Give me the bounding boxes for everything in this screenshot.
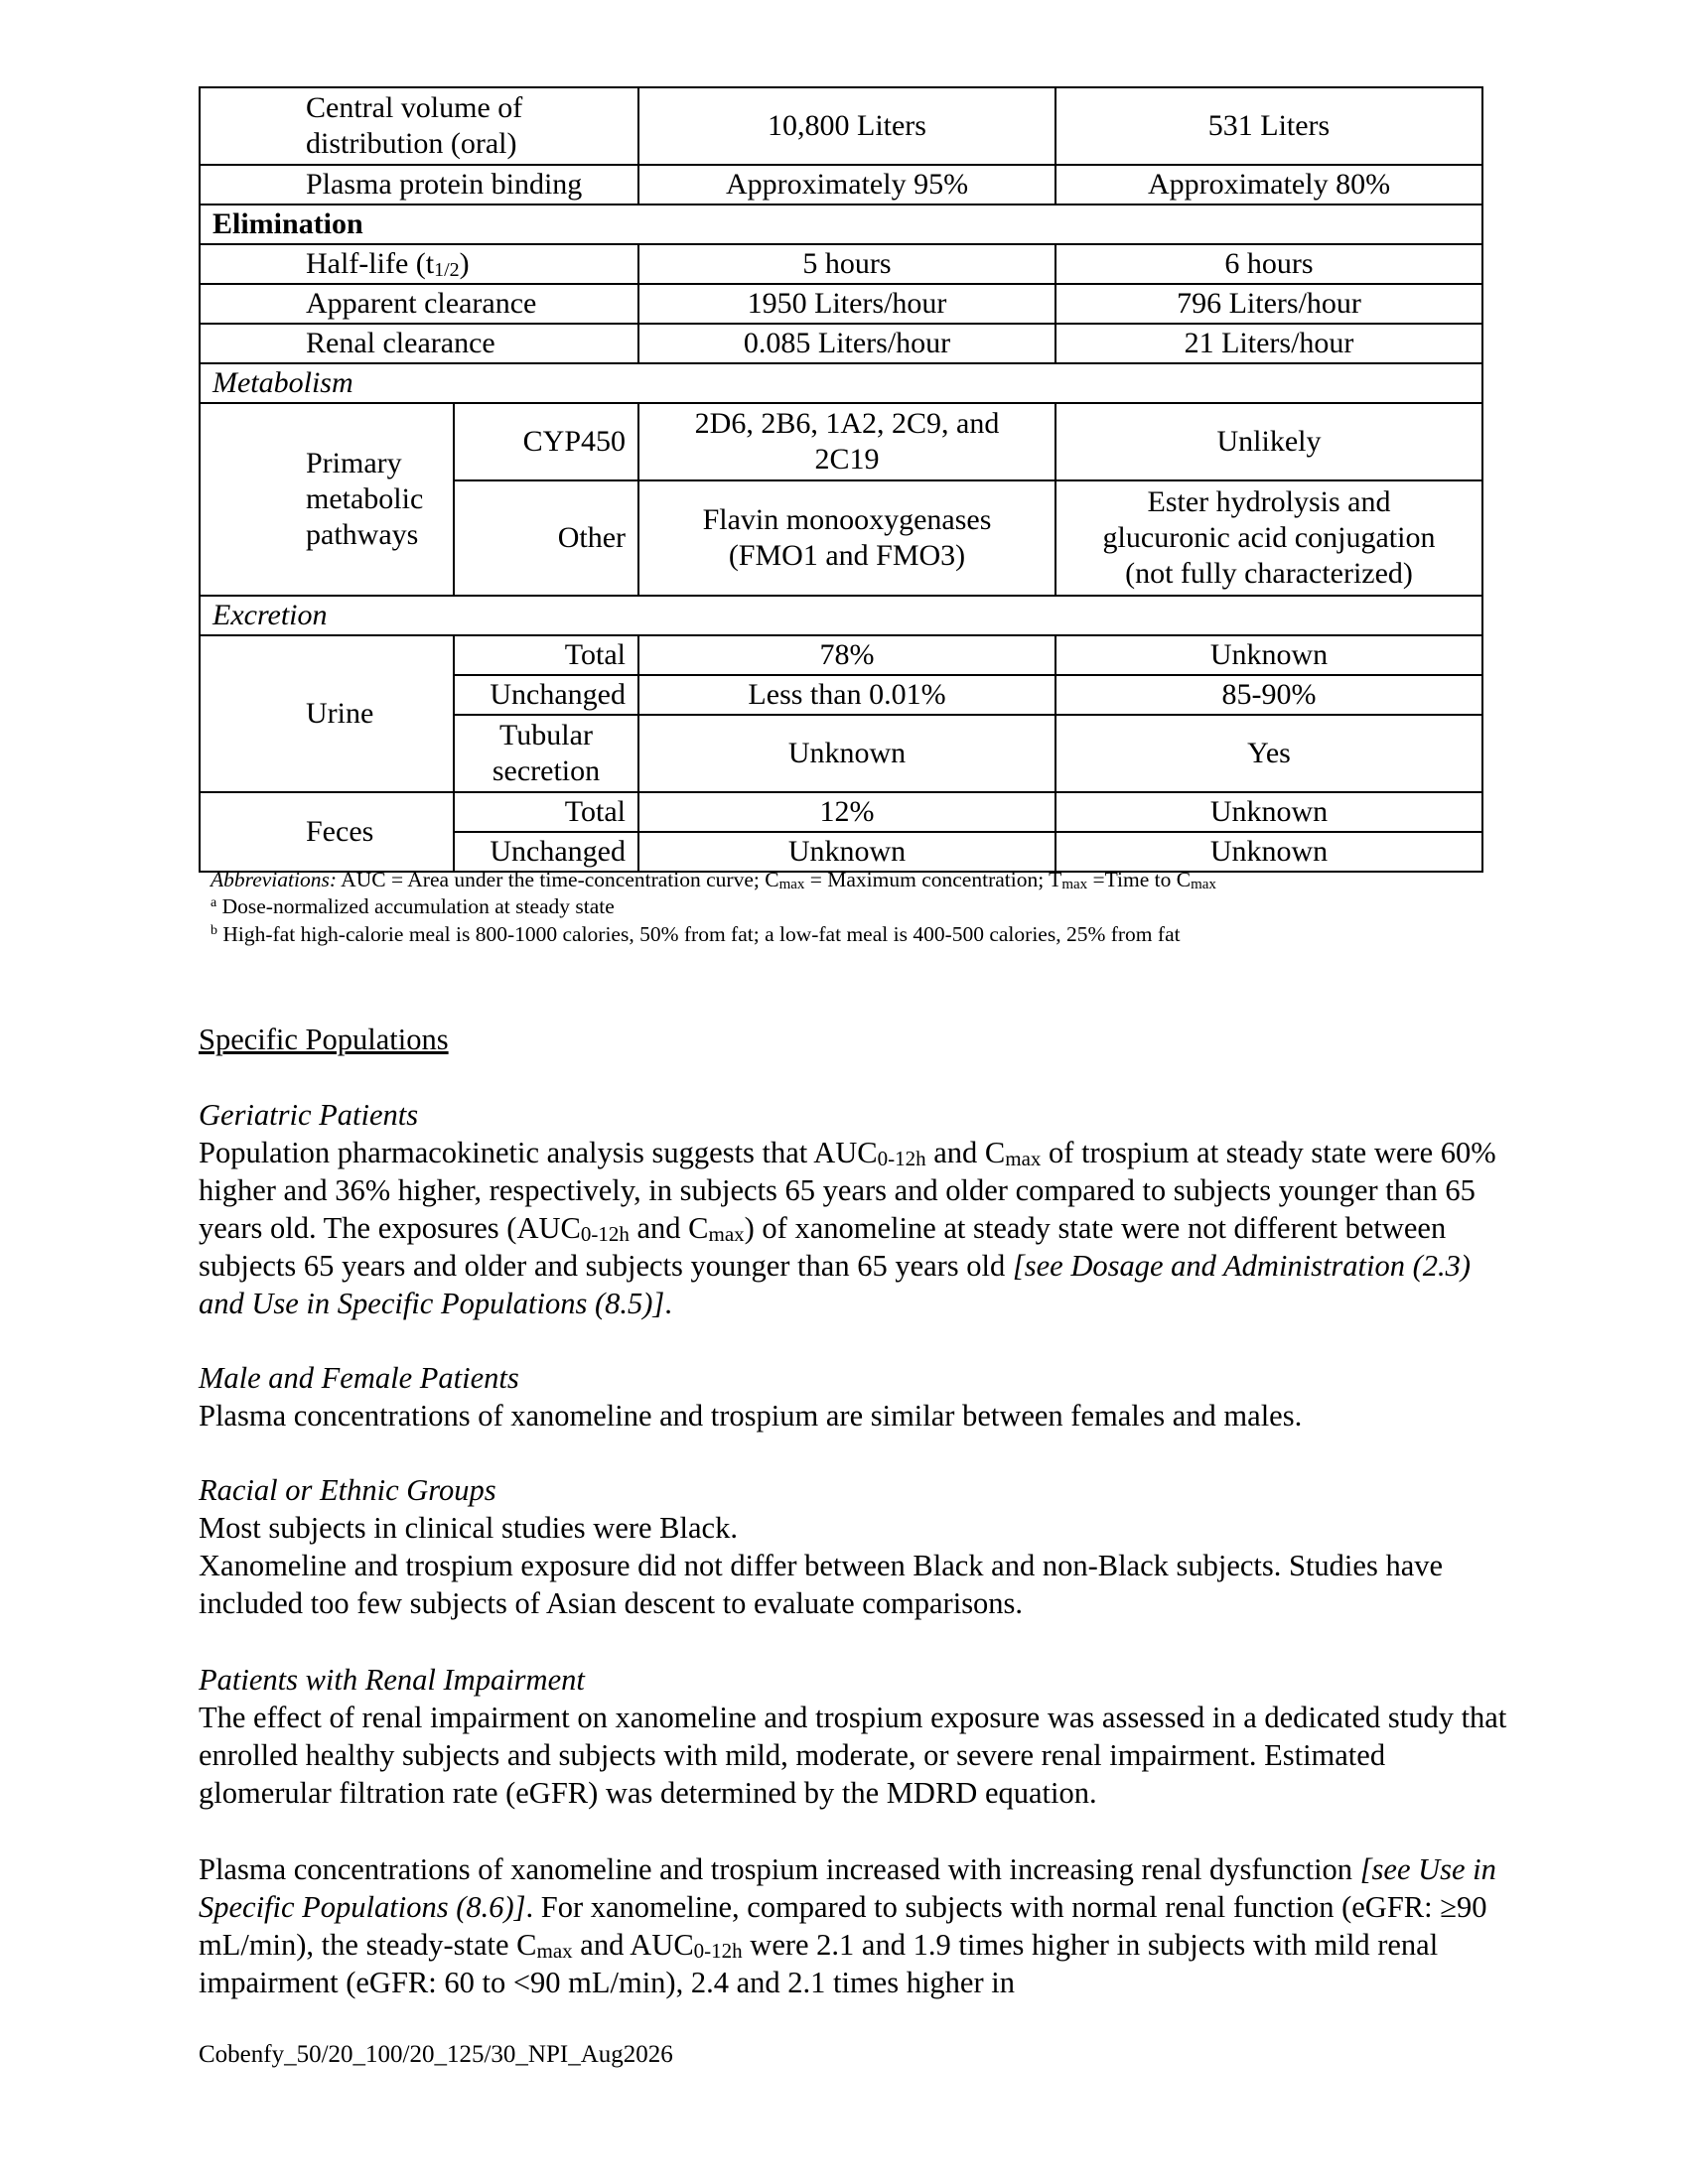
table-row (200, 635, 1482, 675)
table-row (200, 324, 1482, 363)
sub-label: Tubular secretion (454, 715, 638, 792)
race-section (199, 1471, 1509, 1622)
cell-col1: Flavin monooxygenases (FMO1 and FMO3) (638, 480, 1055, 596)
subheading-sex: Male and Female Patients (199, 1361, 519, 1395)
paragraph-geriatric: Population pharmacokinetic analysis suggests that $AUC_{0-12h}$ and $C_{max}$ of trospium at steady state were 60% higher and 36% higher, respectively, in subjects 65 years and older compared to subjects younger than 65 years old. The exposures ($AUC_{0-12h}$ and $C_{max}$) of xanomeline at steady state were not different between subjects 65 years and older and subjects younger than 65 years old [see Dosage and Administration (2.3) and Use in Specific Populations (8.5)]. (199, 1136, 1496, 1320)
sub-label: Total (454, 635, 638, 675)
cell-col1: Unknown (638, 832, 1055, 872)
table-section-row (200, 363, 1482, 403)
table-row (200, 165, 1482, 205)
sub-label: CYP450 (454, 403, 638, 480)
row-label: Plasma protein binding (200, 165, 638, 205)
section-heading-elimination: Elimination (200, 205, 1482, 244)
sub-label: Unchanged (454, 832, 638, 872)
geriatric-section (199, 1096, 1509, 1322)
renal-section-2 (199, 1850, 1509, 2001)
table-row (200, 792, 1482, 832)
cell-col2: 796 Liters/hour (1055, 284, 1482, 324)
table-row (200, 87, 1482, 165)
cell-col2: Unknown (1055, 635, 1482, 675)
footnote-a: $^a$ Dose-normalized accumulation at steady state (211, 894, 615, 918)
cell-col2: Ester hydrolysis and glucuronic acid conjugation (not fully characterized) (1055, 480, 1482, 596)
table-row (200, 244, 1482, 284)
cell-col2: Approximately 80% (1055, 165, 1482, 205)
cell-col1: 5 hours (638, 244, 1055, 284)
cell-col1: Approximately 95% (638, 165, 1055, 205)
cell-col1: 12% (638, 792, 1055, 832)
section-heading-metabolism: Metabolism (200, 363, 1482, 403)
cell-col1: 10,800 Liters (638, 87, 1055, 165)
paragraph-renal-2: Plasma concentrations of xanomeline and trospium increased with increasing renal dysfunction [see Use in Specific Populations (8.6)]. For xanomeline, compared to subjects with normal renal function (eGFR: ≥90 mL/min), the steady-state $C_{max}$ and $AUC_{0-12h}$ were 2.1 and 1.9 times higher in subjects with mild renal impairment (eGFR: 60 to <90 mL/min), 2.4 and 2.1 times higher in (199, 1852, 1496, 1999)
subheading-race: Racial or Ethnic Groups (199, 1473, 496, 1507)
cell-col1: 2D6, 2B6, 1A2, 2C9, and 2C19 (638, 403, 1055, 480)
cell-col1: Less than 0.01% (638, 675, 1055, 715)
cell-col1: 0.085 Liters/hour (638, 324, 1055, 363)
subheading-renal: Patients with Renal Impairment (199, 1663, 585, 1697)
sex-section (199, 1359, 1509, 1434)
group-label-pathways: Primary metabolic pathways (200, 403, 454, 596)
pharmacokinetics-table (199, 86, 1483, 873)
table-section-row (200, 205, 1482, 244)
page-footer: Cobenfy_50/20_100/20_125/30_NPI_Aug2026 (199, 2041, 673, 2068)
table-row (200, 403, 1482, 480)
sub-label: Unchanged (454, 675, 638, 715)
table-row (200, 284, 1482, 324)
cell-col2: Unlikely (1055, 403, 1482, 480)
row-label: Central volume of distribution (oral) (200, 87, 638, 165)
cell-col2: 21 Liters/hour (1055, 324, 1482, 363)
section-title: Specific Populations (199, 1023, 449, 1056)
group-label-urine: Urine (200, 635, 454, 792)
footnote-b: $^b$ High-fat high-calorie meal is 800-1000 calories, 50% from fat; a low-fat meal is 400-500 calories, 25% from fat (211, 922, 1181, 946)
sub-label: Other (454, 480, 638, 596)
group-label-feces: Feces (200, 792, 454, 872)
table-section-row (200, 596, 1482, 635)
cell-col1: Unknown (638, 715, 1055, 792)
cell-col1: 78% (638, 635, 1055, 675)
paragraph-race-2: Xanomeline and trospium exposure did not differ between Black and non-Black subjects. Studies have included too few subjects of Asian descent to evaluate comparisons. (199, 1549, 1444, 1620)
row-label: Half-life $(t_{1/2})$ (200, 244, 638, 284)
cell-col2: 531 Liters (1055, 87, 1482, 165)
row-label: Apparent clearance (200, 284, 638, 324)
cell-col1: 1950 Liters/hour (638, 284, 1055, 324)
cell-col2: Yes (1055, 715, 1482, 792)
row-label: Renal clearance (200, 324, 638, 363)
renal-section (199, 1661, 1509, 1812)
cell-col2: 6 hours (1055, 244, 1482, 284)
cell-col2: 85-90% (1055, 675, 1482, 715)
cell-col2: Unknown (1055, 832, 1482, 872)
paragraph-renal-1: The effect of renal impairment on xanomeline and trospium exposure was assessed in a dedicated study that enrolled healthy subjects and subjects with mild, moderate, or severe renal impairment. Estimated glomerular filtration rate (eGFR) was determined by the MDRD equation. (199, 1701, 1507, 1810)
footnote-abbreviations: Abbreviations: AUC = Area under the time-concentration curve; $C_{max}$ = Maximum concentration; $T_{max}$ =Time to $C_{max}$ (211, 868, 1216, 892)
cell-col2: Unknown (1055, 792, 1482, 832)
sub-label: Total (454, 792, 638, 832)
paragraph-sex: Plasma concentrations of xanomeline and trospium are similar between females and males. (199, 1399, 1303, 1433)
section-heading-excretion: Excretion (200, 596, 1482, 635)
paragraph-race-1: Most subjects in clinical studies were Black. (199, 1511, 738, 1545)
subheading-geriatric: Geriatric Patients (199, 1098, 419, 1132)
